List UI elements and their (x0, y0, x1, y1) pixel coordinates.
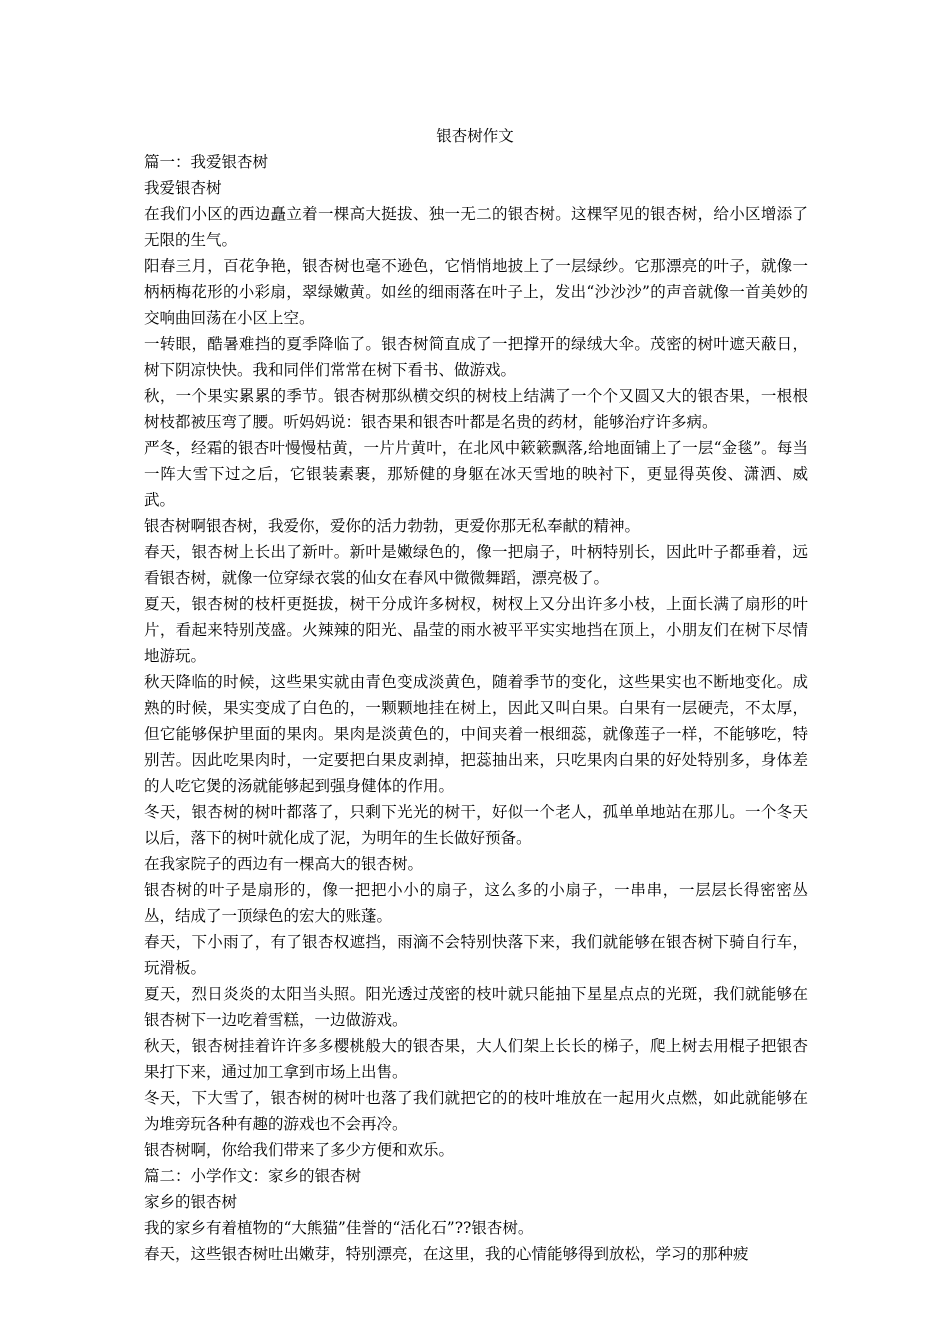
section-heading: 篇二：小学作文：家乡的银杏树 (144, 1167, 362, 1185)
paragraph: 春天，下小雨了，有了银杏权遮挡，雨滴不会特别快落下来，我们就能够在银杏树下骑自行车，玩滑板。 (144, 933, 808, 977)
paragraph: 阳春三月，百花争艳，银杏树也毫不逊色，它悄悄地披上了一层绿纱。它那漂亮的叶子，就像一柄柄梅花形的小彩扇，翠绿嫩黄。如丝的细雨落在叶子上，发出“沙沙沙”的声音就像一首美妙的交响曲回荡在小区上空。 (144, 257, 808, 327)
paragraph: 夏天，烈日炎炎的太阳当头照。阳光透过茂密的枝叶就只能抽下星星点点的光斑，我们就能够在银杏树下一边吃着雪糕，一边做游戏。 (144, 985, 808, 1029)
document-body (144, 149, 808, 1267)
section-heading: 篇一：我爱银杏树 (144, 153, 269, 171)
paragraph: 秋天降临的时候，这些果实就由青色变成淡黄色，随着季节的变化，这些果实也不断地变化。成熟的时候，果实变成了白色的，一颗颗地挂在树上，因此又叫白果。白果有一层硬壳，不太厚，但它能够保护里面的果肉。果肉是淡黄色的，中间夹着一根细蕊，就像莲子一样，不能够吃，特别苦。因此吃果肉时，一定要把白果皮剥掉，把蕊抽出来，只吃果肉白果的好处特别多，身体差的人吃它煲的汤就能够起到强身健体的作用。 (144, 673, 808, 795)
essay-title: 家乡的银杏树 (144, 1193, 238, 1211)
paragraph: 严冬，经霜的银杏叶慢慢枯黄，一片片黄叶，在北风中簌簌飘落,给地面铺上了一层“金毯”。每当一阵大雪下过之后，它银装素裹，那矫健的身躯在冰天雪地的映衬下，更显得英俊、潇洒、威武。 (144, 439, 808, 509)
paragraph: 一转眼，酷暑难挡的夏季降临了。银杏树简直成了一把撑开的绿绒大伞。茂密的树叶遮天蔽日，树下阴凉快快。我和同伴们常常在树下看书、做游戏。 (144, 335, 808, 379)
paragraph: 在我家院子的西边有一棵高大的银杏树。 (144, 855, 424, 873)
paragraph: 冬天，下大雪了，银杏树的树叶也落了我们就把它的的枝叶堆放在一起用火点燃，如此就能够在为堆旁玩各种有趣的游戏也不会再冷。 (144, 1089, 808, 1133)
paragraph: 冬天，银杏树的树叶都落了，只剩下光光的树干，好似一个老人，孤单单地站在那儿。一个冬天以后，落下的树叶就化成了泥，为明年的生长做好预备。 (144, 803, 808, 847)
document-title: 银杏树作文 (436, 127, 514, 145)
paragraph: 秋天，银杏树挂着许许多多樱桃般大的银杏果，大人们架上长长的梯子，爬上树去用棍子把银杏果打下来，通过加工拿到市场上出售。 (144, 1037, 808, 1081)
paragraph: 我的家乡有着植物的“大熊猫”佳誉的“活化石”??银杏树。 (144, 1219, 534, 1237)
paragraph: 银杏树啊，你给我们带来了多少方便和欢乐。 (144, 1141, 455, 1159)
paragraph: 银杏树啊银杏树，我爱你，爱你的活力勃勃，更爱你那无私奉献的精神。 (144, 517, 641, 535)
paragraph: 秋，一个果实累累的季节。银杏树那纵横交织的树枝上结满了一个个又圆又大的银杏果，一根根树枝都被压弯了腰。听妈妈说：银杏果和银杏叶都是名贵的药材，能够治疗许多病。 (144, 387, 808, 431)
paragraph: 在我们小区的西边矗立着一棵高大挺拔、独一无二的银杏树。这棵罕见的银杏树，给小区增添了无限的生气。 (144, 205, 808, 249)
essay-title: 我爱银杏树 (144, 179, 222, 197)
paragraph: 春天，这些银杏树吐出嫩芽，特别漂亮，在这里，我的心情能够得到放松，学习的那种疲 (144, 1245, 749, 1263)
paragraph: 春天，银杏树上长出了新叶。新叶是嫩绿色的，像一把扇子，叶柄特别长，因此叶子都垂着，远看银杏树，就像一位穿绿衣裳的仙女在春风中微微舞蹈，漂亮极了。 (144, 543, 808, 587)
paragraph: 银杏树的叶子是扇形的，像一把把小小的扇子，这么多的小扇子，一串串，一层层长得密密丛丛，结成了一顶绿色的宏大的账蓬。 (144, 881, 808, 925)
paragraph: 夏天，银杏树的枝杆更挺拔，树干分成许多树杈，树杈上又分出许多小枝，上面长满了扇形的叶片，看起来特别茂盛。火辣辣的阳光、晶莹的雨水被平平实实地挡在顶上，小朋友们在树下尽情地游玩。 (144, 595, 808, 665)
